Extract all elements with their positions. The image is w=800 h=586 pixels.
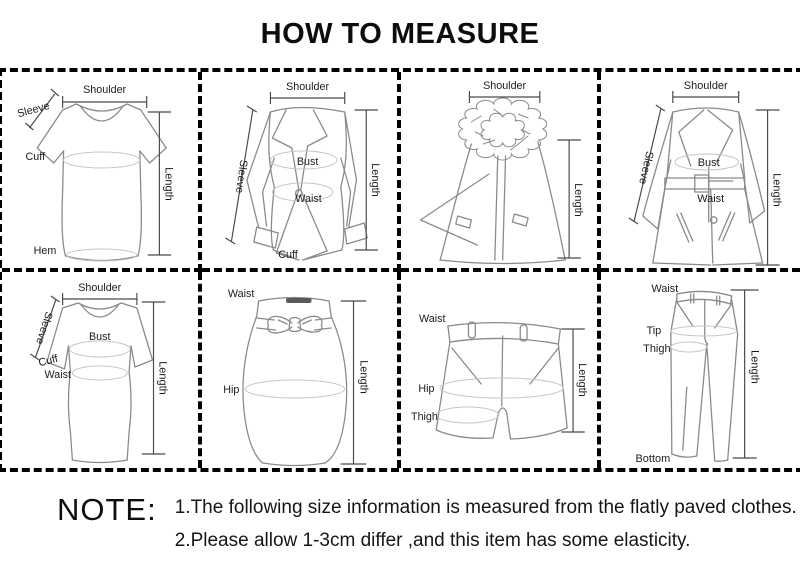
waist-label: Waist [227,287,254,301]
panel-dress [2,272,202,468]
length-label: Length [572,183,584,217]
garment-shading [670,326,736,352]
panel-short-sleeve-shirt [2,72,202,272]
garment-shading [245,380,345,398]
length-label: Length [368,163,381,197]
shoulder-measure [270,92,344,104]
hip-label: Hip [418,382,435,396]
garment-outline [242,298,346,466]
garment-shading [69,341,130,380]
waist-label: Waist [294,192,322,206]
fur-collar-coat-drawing [401,72,597,268]
garment-outline [421,142,566,264]
length-label: Length [162,167,175,201]
panel-fur-collar-coat [401,72,601,272]
length-label: Length [356,360,369,394]
thigh-label: Thigh [411,410,438,424]
bust-label: Bust [296,155,318,169]
waist-label: Waist [650,282,678,296]
short-sleeve-shirt-drawing [2,72,198,268]
bust-label: Bust [697,156,720,170]
dress-drawing [2,272,198,468]
sleeve-label: Sleeve [232,158,249,194]
shoulder-label: Shoulder [78,281,122,295]
note-label: NOTE: [57,492,157,527]
skirt-drawing [202,272,398,468]
bust-label: Bust [89,330,111,344]
sleeve-label: Sleeve [33,310,55,346]
bow [267,316,321,333]
garment-outline [37,104,166,261]
length-label: Length [156,361,169,395]
panel-skirt [202,272,402,468]
length-label: Length [748,350,761,384]
length-label: Length [575,363,588,397]
waistband-detail [286,298,311,303]
waist-label: Waist [696,192,724,206]
shorts-drawing [401,272,597,468]
garment-shading [436,378,563,423]
note-section [57,493,797,550]
trench-coat-drawing [601,72,800,268]
note-line-1: 1.The following size information is measured from the flatly paved clothes. [174,497,797,518]
waist-label: Waist [419,312,446,326]
length-label: Length [770,173,783,207]
shoulder-measure [63,96,147,108]
shoulder-label: Shoulder [83,83,127,97]
panel-shorts [401,272,601,468]
garment-outline [670,291,737,461]
cuff-label: Cuff [25,150,45,164]
garment-outline [642,108,764,265]
note-line-2: 2.Please allow 1-3cm differ ,and this item has some elasticity. [174,530,691,551]
cuff-label: Cuff [277,248,298,262]
sleeve-label: Sleeve [16,99,51,121]
shoulder-measure [672,91,738,103]
hem-label: Hem [33,244,57,258]
shoulder-label: Shoulder [483,79,527,93]
panel-trench-coat [601,72,800,272]
shoulder-measure [63,293,137,305]
thigh-label: Thigh [642,342,671,356]
page-title: HOW TO MEASURE [260,18,540,50]
blazer-drawing [202,72,398,268]
hip-label: Hip [222,383,239,397]
shoulder-label: Shoulder [285,80,329,94]
sleeve-label: Sleeve [635,149,655,186]
cuff-label: Cuff [37,352,60,370]
fur-collar [459,98,547,160]
panel-pants [601,272,800,468]
garment-outline [436,322,567,439]
pants-drawing [601,272,800,468]
tip-label: Tip [645,324,661,338]
measure-grid [0,68,800,472]
garment-shading [64,152,140,261]
garment-outline [47,303,153,463]
waist-label: Waist [44,368,71,382]
note-lines [175,493,797,550]
garment-outline [246,108,366,261]
shoulder-label: Shoulder [683,79,728,93]
panel-blazer [202,72,402,272]
bottom-label: Bottom [635,452,670,466]
